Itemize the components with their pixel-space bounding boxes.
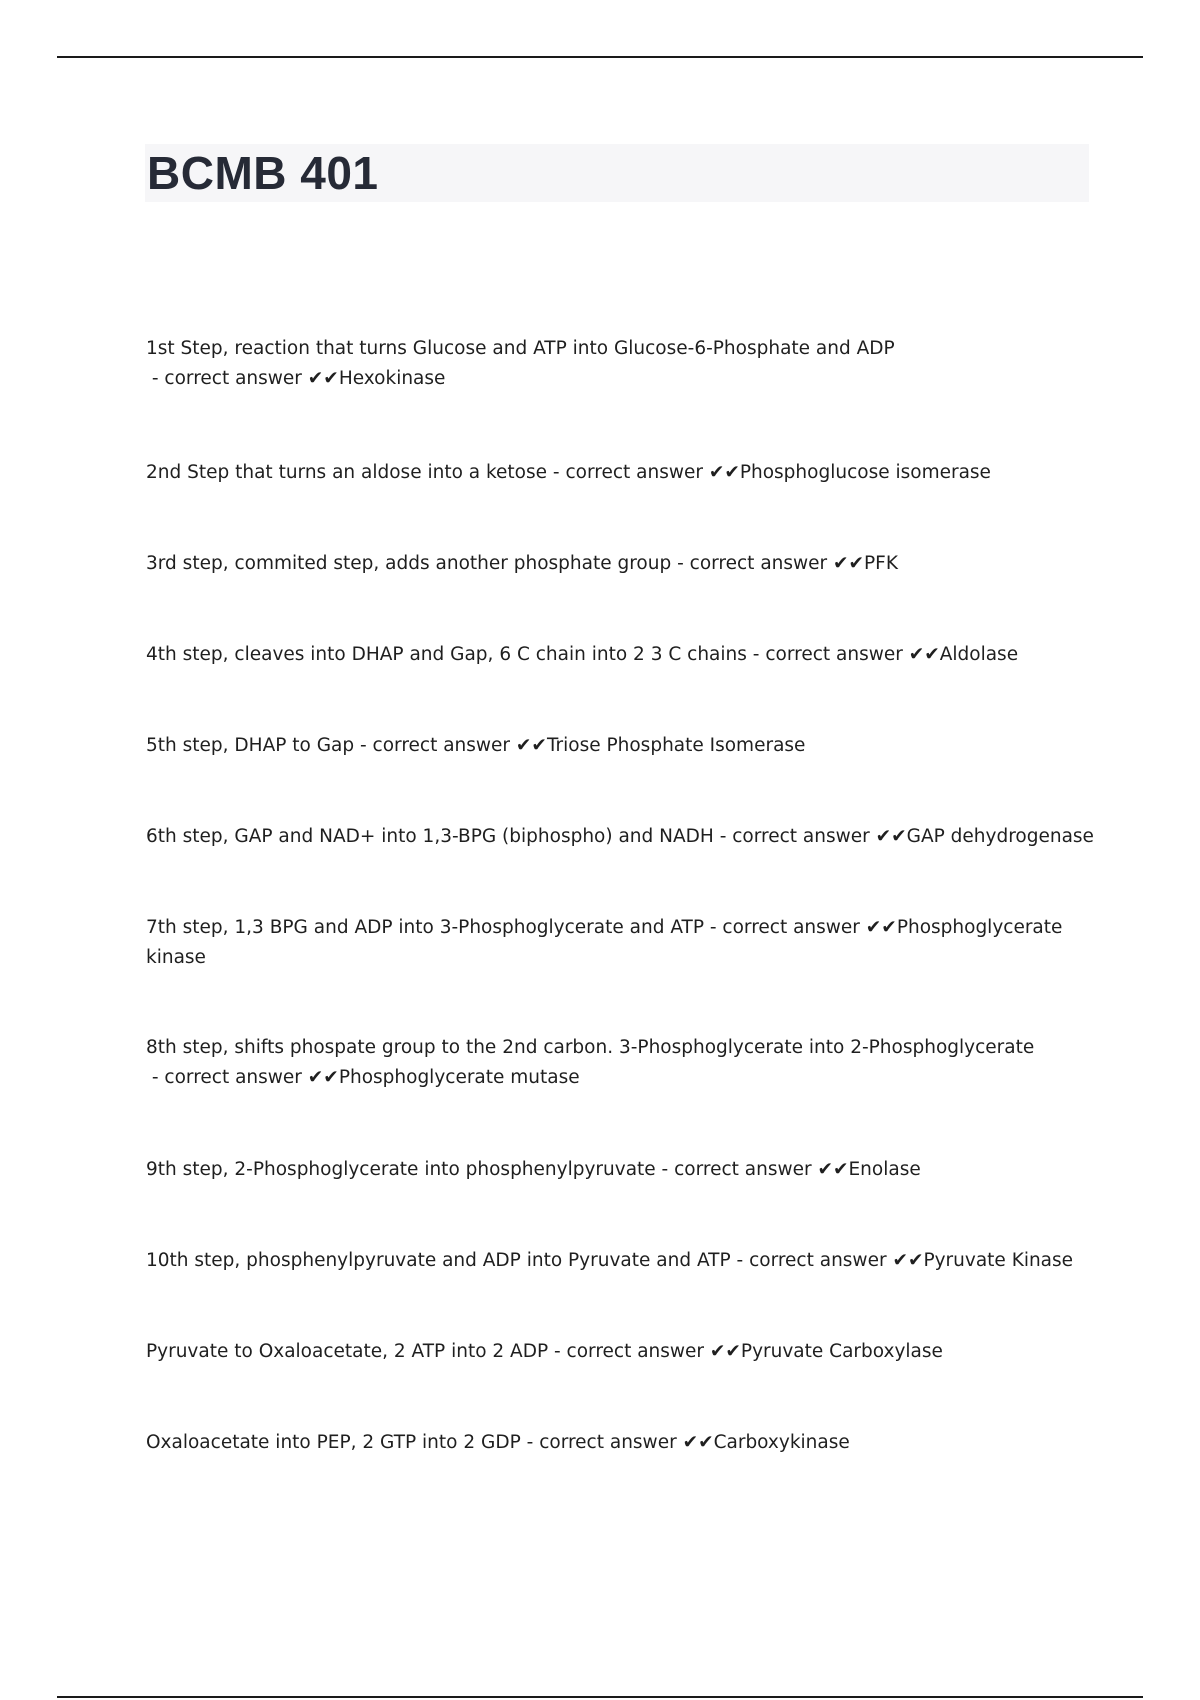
qa-answer: Aldolase: [939, 644, 1019, 665]
qa-answer: GAP dehydrogenase: [906, 826, 1094, 847]
qa-separator: - correct answer: [713, 826, 876, 847]
qa-separator: - correct answer: [547, 462, 709, 483]
qa-separator: - correct answer: [354, 735, 516, 756]
document-title: BCMB 401: [147, 147, 379, 199]
qa-separator: - correct answer: [146, 1067, 308, 1088]
qa-answer: Phosphoglycerate mutase: [338, 1067, 580, 1088]
check-mark-icon: ✔✔: [908, 644, 940, 665]
qa-item: [146, 640, 1094, 670]
qa-item: [146, 334, 1094, 394]
qa-separator: - correct answer: [730, 1250, 893, 1271]
check-mark-icon: ✔✔: [307, 368, 339, 389]
qa-answer: Phosphoglucose isomerase: [739, 462, 991, 483]
check-mark-icon: ✔✔: [892, 1250, 924, 1271]
qa-separator: - correct answer: [746, 644, 909, 665]
check-mark-icon: ✔✔: [307, 1067, 339, 1088]
qa-item: [146, 913, 1094, 973]
qa-answer: Pyruvate Kinase: [923, 1250, 1074, 1271]
qa-separator: - correct answer: [704, 917, 866, 938]
qa-question: Pyruvate to Oxaloacetate, 2 ATP into 2 ADP: [146, 1341, 549, 1362]
check-mark-icon: ✔✔: [515, 735, 547, 756]
check-mark-icon: ✔✔: [865, 917, 897, 938]
qa-question: 4th step, cleaves into DHAP and Gap, 6 C chain into 2 3 C chains: [146, 644, 747, 665]
qa-question: 7th step, 1,3 BPG and ADP into 3-Phosphoglycerate and ATP: [146, 917, 704, 938]
qa-item: [146, 458, 1094, 488]
qa-separator: - correct answer: [520, 1432, 683, 1453]
qa-item: [146, 1155, 1094, 1185]
qa-answer: Carboxykinase: [713, 1432, 850, 1453]
qa-answer: Triose Phosphate Isomerase: [546, 735, 806, 756]
qa-question: Oxaloacetate into PEP, 2 GTP into 2 GDP: [146, 1432, 521, 1453]
qa-question: 3rd step, commited step, adds another phosphate group: [146, 553, 672, 574]
qa-separator: - correct answer: [671, 553, 834, 574]
qa-item: [146, 1337, 1094, 1367]
check-mark-icon: ✔✔: [875, 826, 907, 847]
check-mark-icon: ✔✔: [682, 1432, 714, 1453]
qa-question: 2nd Step that turns an aldose into a ketose: [146, 462, 548, 483]
qa-item: [146, 1246, 1094, 1276]
qa-answer: Pyruvate Carboxylase: [740, 1341, 943, 1362]
qa-question: 5th step, DHAP to Gap: [146, 735, 355, 756]
top-rule: [57, 56, 1143, 58]
qa-question: 10th step, phosphenylpyruvate and ADP into Pyruvate and ATP: [146, 1250, 731, 1271]
qa-answer: Enolase: [848, 1159, 921, 1180]
qa-question: 8th step, shifts phospate group to the 2nd carbon. 3-Phosphoglycerate into 2-Phosphoglycerate: [146, 1037, 1035, 1058]
bottom-rule: [57, 1696, 1143, 1698]
qa-separator: - correct answer: [146, 368, 308, 389]
qa-question: 1st Step, reaction that turns Glucose and ATP into Glucose-6-Phosphate and ADP: [146, 338, 895, 359]
qa-item: [146, 731, 1094, 761]
qa-question: 9th step, 2-Phosphoglycerate into phosphenylpyruvate: [146, 1159, 656, 1180]
qa-answer: PFK: [864, 553, 898, 574]
qa-item: [146, 549, 1094, 579]
qa-item: [146, 1033, 1094, 1093]
qa-separator: - correct answer: [655, 1159, 818, 1180]
qa-answer: Phosphoglycerate kinase: [146, 917, 1063, 968]
qa-item: [146, 822, 1094, 852]
qa-question: 6th step, GAP and NAD+ into 1,3-BPG (biphospho) and NADH: [146, 826, 714, 847]
qa-item: [146, 1428, 1094, 1458]
check-mark-icon: ✔✔: [709, 1341, 741, 1362]
check-mark-icon: ✔✔: [817, 1159, 849, 1180]
qa-separator: - correct answer: [548, 1341, 710, 1362]
check-mark-icon: ✔✔: [833, 553, 865, 574]
check-mark-icon: ✔✔: [708, 462, 740, 483]
qa-answer: Hexokinase: [338, 368, 446, 389]
